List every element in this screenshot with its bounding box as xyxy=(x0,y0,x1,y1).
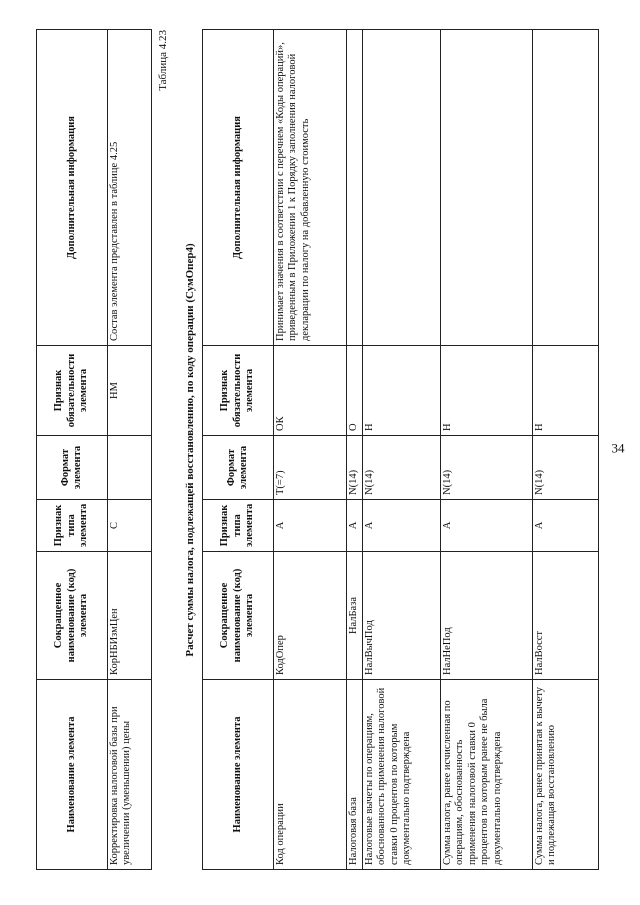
cell-code: КодОпер xyxy=(274,552,347,680)
cell-name: Код операции xyxy=(274,680,347,870)
table-header-row xyxy=(37,30,108,870)
cell-type: С xyxy=(108,500,152,552)
header-type: Признак типа элемента xyxy=(37,500,108,552)
cell-info xyxy=(363,30,441,346)
table-row xyxy=(533,30,599,870)
table-4-22-continuation xyxy=(36,29,152,870)
cell-name: Сумма налога, ранее принятая к вычету и подлежащая восстановлению xyxy=(533,680,599,870)
cell-info: Состав элемента представлен в таблице 4.25 xyxy=(108,30,152,346)
header-info: Дополнительная информация xyxy=(37,30,108,346)
cell-required: Н xyxy=(533,346,599,436)
cell-type: А xyxy=(533,500,599,552)
table-row xyxy=(441,30,533,870)
cell-format: N(14) xyxy=(363,436,441,500)
table-row xyxy=(347,30,363,870)
cell-required: НМ xyxy=(108,346,152,436)
cell-type: А xyxy=(347,500,363,552)
table-row xyxy=(363,30,441,870)
cell-code: НалВычПод xyxy=(363,552,441,680)
cell-format xyxy=(108,436,152,500)
table-row xyxy=(108,30,152,870)
cell-info: Принимает значения в соответствии с перечнем «Коды операций», приведенным в Приложении 1 к Порядку заполнения налоговой декларации по налогу на добавленную стоимость xyxy=(274,30,347,346)
header-format: Формат элемента xyxy=(203,436,274,500)
cell-type: А xyxy=(363,500,441,552)
cell-code: НалБаза xyxy=(347,552,363,680)
cell-code: КорНБИзмЦен xyxy=(108,552,152,680)
cell-info xyxy=(441,30,533,346)
cell-name: Налоговая база xyxy=(347,680,363,870)
header-info: Дополнительная информация xyxy=(203,30,274,346)
page-number: 34 xyxy=(611,440,625,456)
rotated-page xyxy=(34,30,634,870)
table-row xyxy=(274,30,347,870)
cell-required: ОК xyxy=(274,346,347,436)
cell-format: N(14) xyxy=(441,436,533,500)
table-header-row xyxy=(203,30,274,870)
cell-info xyxy=(347,30,363,346)
header-code: Сокращенное наименование (код) элемента xyxy=(203,552,274,680)
table-4-23 xyxy=(202,29,599,870)
header-name: Наименование элемента xyxy=(37,680,108,870)
cell-code: НалВосст xyxy=(533,552,599,680)
table-caption: Таблица 4.23 xyxy=(157,30,169,91)
cell-name: Налоговые вычеты по операциям, обоснованность применения налоговой ставки 0 процентов по которым документально подтверждена xyxy=(363,680,441,870)
cell-format: N(14) xyxy=(533,436,599,500)
cell-name: Корректировка налоговой базы при увеличении (уменьшении) цены xyxy=(108,680,152,870)
cell-info xyxy=(533,30,599,346)
cell-required: Н xyxy=(363,346,441,436)
header-name: Наименование элемента xyxy=(203,680,274,870)
header-required: Признак обязательности элемента xyxy=(203,346,274,436)
header-code: Сокращенное наименование (код) элемента xyxy=(37,552,108,680)
table-title: Расчет суммы налога, подлежащей восстановлению, по коду операции (СумОпер4) xyxy=(184,243,196,657)
cell-code: НалНеПод xyxy=(441,552,533,680)
cell-type: А xyxy=(441,500,533,552)
cell-required: О xyxy=(347,346,363,436)
header-required: Признак обязательности элемента xyxy=(37,346,108,436)
cell-name: Сумма налога, ранее исчисленная по операциям, обоснованность применения налоговой ставки 0 процентов по которым ранее не была документально подтверждена xyxy=(441,680,533,870)
cell-type: А xyxy=(274,500,347,552)
cell-required: Н xyxy=(441,346,533,436)
header-format: Формат элемента xyxy=(37,436,108,500)
cell-format: T(=7) xyxy=(274,436,347,500)
header-type: Признак типа элемента xyxy=(203,500,274,552)
cell-format: N(14) xyxy=(347,436,363,500)
